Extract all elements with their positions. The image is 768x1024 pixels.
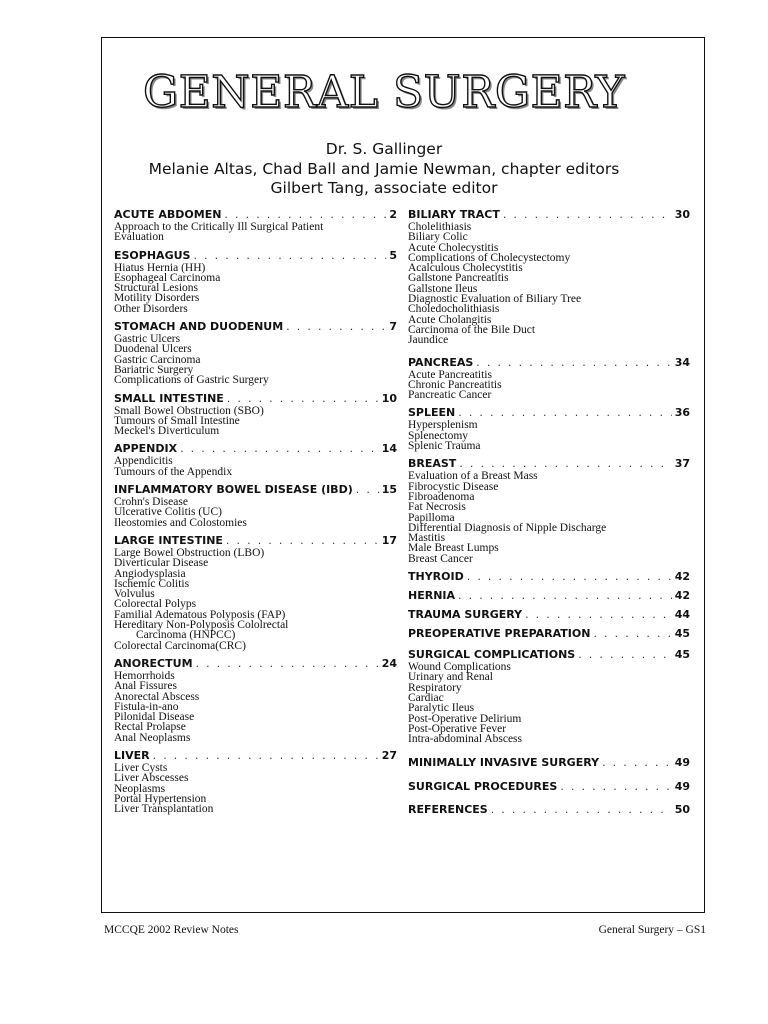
toc-page-number: 45 <box>674 648 690 662</box>
toc-section <box>408 648 690 744</box>
toc-section-heading[interactable] <box>408 570 690 584</box>
toc-section-heading[interactable] <box>114 483 397 497</box>
toc-section-title: ACUTE ABDOMEN <box>114 208 222 221</box>
toc-page-number: 30 <box>674 208 690 221</box>
toc-section <box>408 608 690 622</box>
toc-dot-leader <box>196 657 379 671</box>
toc-subentry: Acute Cholangitis <box>408 313 492 326</box>
toc-subentry: Hemorrhoids <box>114 669 175 682</box>
toc-section-title: PREOPERATIVE PREPARATION <box>408 627 591 641</box>
toc-dot-leader <box>467 570 672 584</box>
toc-section <box>114 392 397 437</box>
toc-dot-leader <box>602 756 672 770</box>
toc-section <box>408 756 690 770</box>
toc-dot-leader <box>458 589 672 603</box>
toc-subentry: Hypersplenism <box>408 419 478 432</box>
toc-page-number: 7 <box>389 320 397 334</box>
toc-subentry: Fibrocystic Disease <box>408 480 499 493</box>
toc-section <box>408 803 690 817</box>
toc-subentry: Gastric Carcinoma <box>114 353 201 366</box>
toc-section-heading[interactable] <box>408 627 690 641</box>
toc-subentry: Acute Cholecystitis <box>408 241 499 254</box>
toc-subentry: Diagnostic Evaluation of Biliary Tree <box>408 293 582 306</box>
toc-subentry: Tumours of the Appendix <box>114 465 233 478</box>
toc-page-number: 45 <box>674 627 690 641</box>
toc-dot-leader <box>193 249 386 263</box>
toc-subentry: Fistula-in-ano <box>114 700 179 713</box>
toc-dot-leader <box>180 442 379 456</box>
toc-section <box>114 749 397 814</box>
toc-subentry: Appendicitis <box>114 455 173 468</box>
toc-section-title: THYROID <box>408 570 464 584</box>
toc-page-number: 49 <box>674 756 690 770</box>
toc-subentry: Ischemic Colitis <box>114 577 190 590</box>
toc-subentry: Portal Hypertension <box>114 792 207 805</box>
toc-section-title: INFLAMMATORY BOWEL DISEASE (IBD) <box>114 483 353 497</box>
chapter-editors: Melanie Altas, Chad Ball and Jamie Newman, chapter editors <box>148 160 620 178</box>
toc-subentry: Acute Pancreatitis <box>408 368 492 381</box>
toc-subentry: Evaluation <box>114 231 164 244</box>
toc-subentry: Biliary Colic <box>408 231 468 244</box>
toc-page-number: 24 <box>381 656 397 670</box>
toc-subentry: Meckel's Diverticulum <box>114 425 220 438</box>
toc-section <box>114 320 397 385</box>
toc-subentry: Angiodysplasia <box>114 567 186 580</box>
toc-section-heading[interactable] <box>408 756 690 770</box>
toc-page-number: 34 <box>674 355 690 369</box>
toc-section-title: ESOPHAGUS <box>114 248 191 262</box>
toc-page-number: 44 <box>674 608 690 622</box>
toc-section-heading[interactable] <box>114 657 397 671</box>
toc-section-title: TRAUMA SURGERY <box>408 608 523 622</box>
toc-section-title: SURGICAL COMPLICATIONS <box>408 648 576 662</box>
toc-section-heading[interactable] <box>114 392 397 406</box>
toc-section-heading[interactable] <box>408 208 690 222</box>
toc-subentry: Splenectomy <box>408 429 469 442</box>
toc-subentry: Gastric Ulcers <box>114 333 181 346</box>
toc-section-title: BILIARY TRACT <box>408 208 500 221</box>
toc-subentry: Post-Operative Delirium <box>408 712 522 725</box>
toc-section-heading[interactable] <box>408 803 690 817</box>
toc-dot-leader <box>491 803 672 817</box>
toc-subentry: Large Bowel Obstruction (LBO) <box>114 546 265 559</box>
toc-subentry: Papilloma <box>408 511 455 524</box>
toc-subentry: Duodenal Ulcers <box>114 343 192 356</box>
toc-dot-leader <box>578 648 671 662</box>
toc-section-title: BREAST <box>408 457 457 471</box>
toc-page-number: 10 <box>381 391 397 405</box>
toc-section-title: REFERENCES <box>408 803 488 817</box>
toc-dot-leader <box>356 483 379 497</box>
toc-section-heading[interactable] <box>114 534 397 548</box>
toc-section <box>114 249 397 314</box>
toc-section-heading[interactable] <box>408 406 690 420</box>
toc-section-title: SURGICAL PROCEDURES <box>408 780 558 794</box>
document-title: GENERAL SURGERY <box>143 67 625 118</box>
toc-subentry: Pancreatic Cancer <box>408 389 492 402</box>
toc-section <box>408 406 690 451</box>
toc-page-number: 2 <box>389 208 397 221</box>
toc-subentry: Carcinoma of the Bile Duct <box>408 323 536 336</box>
toc-section <box>114 208 397 243</box>
toc-section-heading[interactable] <box>114 442 397 456</box>
toc-page-number: 42 <box>674 589 690 603</box>
toc-subentry: Jaundice <box>408 334 449 347</box>
toc-page-number: 5 <box>389 248 397 262</box>
toc-subentry: Structural Lesions <box>114 282 198 295</box>
toc-page-number: 37 <box>674 457 690 471</box>
toc-subentry: Neoplasms <box>114 782 166 795</box>
toc-dot-leader <box>525 608 672 622</box>
toc-subentry: Mastitis <box>408 532 446 545</box>
toc-section-title: PANCREAS <box>408 355 474 369</box>
toc-section <box>114 442 397 477</box>
toc-section-heading[interactable] <box>408 589 690 603</box>
toc-page-number: 50 <box>674 803 690 817</box>
toc-subentry: Familial Adematous Polyposis (FAP) <box>114 608 286 621</box>
toc-page-number: 49 <box>674 780 690 794</box>
toc-dot-leader <box>458 406 671 420</box>
toc-subentry: Pilonidal Disease <box>114 711 195 724</box>
toc-section <box>408 627 690 641</box>
toc-page-number: 42 <box>674 570 690 584</box>
toc-dot-leader <box>459 457 671 471</box>
associate-editor: Gilbert Tang, associate editor <box>270 179 498 197</box>
toc-subentry: Hiatus Hernia (HH) <box>114 261 206 274</box>
toc-subentry: Ulcerative Colitis (UC) <box>114 506 222 519</box>
toc-dot-leader <box>227 392 379 406</box>
author-main: Dr. S. Gallinger <box>325 140 443 158</box>
toc-subentry: Complications of Cholecystectomy <box>408 251 571 264</box>
toc-section-title: SPLEEN <box>408 406 456 420</box>
toc-subentry: Rectal Prolapse <box>114 721 186 734</box>
toc-subentry: Other Disorders <box>114 302 188 315</box>
toc-dot-leader <box>476 356 671 370</box>
footer-source: MCCQE 2002 Review Notes <box>104 924 239 936</box>
toc-subentry: Carcinoma (HNPCC) <box>136 629 236 642</box>
toc-subentry: Approach to the Critically Ill Surgical Patient <box>114 221 324 233</box>
toc-section-title: MINIMALLY INVASIVE SURGERY <box>408 756 600 770</box>
toc-subentry: Anal Neoplasms <box>114 731 191 744</box>
toc-section-heading[interactable] <box>114 249 397 263</box>
toc-subentry: Choledocholithiasis <box>408 303 500 316</box>
toc-section-heading[interactable] <box>408 457 690 471</box>
toc-right-column <box>408 208 690 817</box>
toc-subentry: Cardiac <box>408 691 444 704</box>
toc-subentry: Fat Necrosis <box>408 501 466 514</box>
toc-subentry: Post-Operative Fever <box>408 722 507 735</box>
toc-dot-leader <box>226 534 379 548</box>
toc-subentry: Anorectal Abscess <box>114 690 200 703</box>
toc-section-heading[interactable] <box>114 320 397 334</box>
toc-subentry: Chronic Pancreatitis <box>408 378 502 391</box>
toc-subentry: Liver Cysts <box>114 761 168 774</box>
toc-subentry: Anal Fissures <box>114 680 177 693</box>
toc-section-title: HERNIA <box>408 589 456 603</box>
toc-subentry: Respiratory <box>408 681 462 694</box>
toc-subentry: Hereditary Non-Polyposis Cololrectal <box>114 619 289 632</box>
toc-section-title: SMALL INTESTINE <box>114 391 224 405</box>
toc-section-title: STOMACH AND DUODENUM <box>114 320 284 334</box>
toc-section <box>408 589 690 603</box>
toc-dot-leader <box>503 208 672 222</box>
toc-section <box>114 534 397 651</box>
toc-dot-leader <box>286 320 386 334</box>
toc-subentry: Ileostomies and Colostomies <box>114 516 247 529</box>
toc-section-heading[interactable] <box>408 608 690 622</box>
toc-section <box>408 208 690 346</box>
toc-dot-leader <box>593 627 671 641</box>
toc-subentry: Colorectal Polyps <box>114 598 197 611</box>
toc-subentry: Acalculous Cholecystitis <box>408 262 523 275</box>
toc-section-title: APPENDIX <box>114 442 178 456</box>
toc-section-title: LIVER <box>114 748 150 762</box>
toc-subentry: Gallstone Pancreatitis <box>408 272 509 285</box>
toc-section-heading[interactable] <box>114 749 397 763</box>
toc-subentry: Small Bowel Obstruction (SBO) <box>114 404 264 417</box>
toc-subentry: Differential Diagnosis of Nipple Discharge <box>408 521 607 534</box>
toc-section-heading[interactable] <box>408 780 690 794</box>
toc-subentry: Gallstone Ileus <box>408 282 478 295</box>
toc-subentry: Paralytic Ileus <box>408 702 475 715</box>
toc-section <box>408 457 690 564</box>
toc-subentry: Splenic Trauma <box>408 440 481 453</box>
toc-subentry: Colorectal Carcinoma(CRC) <box>114 639 246 652</box>
toc-subentry: Tumours of Small Intestine <box>114 414 240 427</box>
toc-section-heading[interactable] <box>408 648 690 662</box>
toc-subentry: Liver Transplantation <box>114 803 214 816</box>
toc-subentry: Intra-abdominal Abscess <box>408 733 523 746</box>
toc-section <box>114 483 397 528</box>
toc-dot-leader <box>224 208 386 222</box>
toc-subentry: Fibroadenoma <box>408 490 475 503</box>
toc-subentry: Bariatric Surgery <box>114 363 194 376</box>
toc-left-column <box>114 208 397 820</box>
toc-section-title: LARGE INTESTINE <box>114 533 223 547</box>
toc-subentry: Male Breast Lumps <box>408 542 499 555</box>
toc-subentry: Evaluation of a Breast Mass <box>408 470 538 483</box>
toc-subentry: Esophageal Carcinoma <box>114 271 221 284</box>
toc-page-number: 14 <box>381 442 397 456</box>
toc-page-number: 15 <box>381 483 397 497</box>
toc-subentry: Diverticular Disease <box>114 557 209 570</box>
toc-subentry: Motility Disorders <box>114 292 200 305</box>
toc-subentry: Cholelithiasis <box>408 221 472 233</box>
toc-dot-leader <box>153 749 379 763</box>
toc-subentry: Wound Complications <box>408 661 511 674</box>
toc-page-number: 36 <box>674 406 690 420</box>
toc-subentry: Volvulus <box>114 588 155 601</box>
toc-section-heading[interactable] <box>408 356 690 370</box>
toc-subentry: Complications of Gastric Surgery <box>114 374 269 387</box>
toc-subentry: Crohn's Disease <box>114 496 188 509</box>
toc-section-title: ANORECTUM <box>114 656 193 670</box>
toc-section <box>114 657 397 743</box>
toc-subentry: Liver Abscesses <box>114 772 189 785</box>
toc-dot-leader <box>560 780 671 794</box>
footer-page-label: General Surgery – GS1 <box>598 924 706 936</box>
toc-section <box>408 780 690 794</box>
toc-subentry: Breast Cancer <box>408 552 473 565</box>
toc-page-number: 17 <box>381 533 397 547</box>
toc-section-heading[interactable] <box>114 208 397 222</box>
toc-section <box>408 356 690 401</box>
toc-subentry: Urinary and Renal <box>408 671 493 684</box>
toc-section <box>408 570 690 584</box>
toc-page-number: 27 <box>381 748 397 762</box>
